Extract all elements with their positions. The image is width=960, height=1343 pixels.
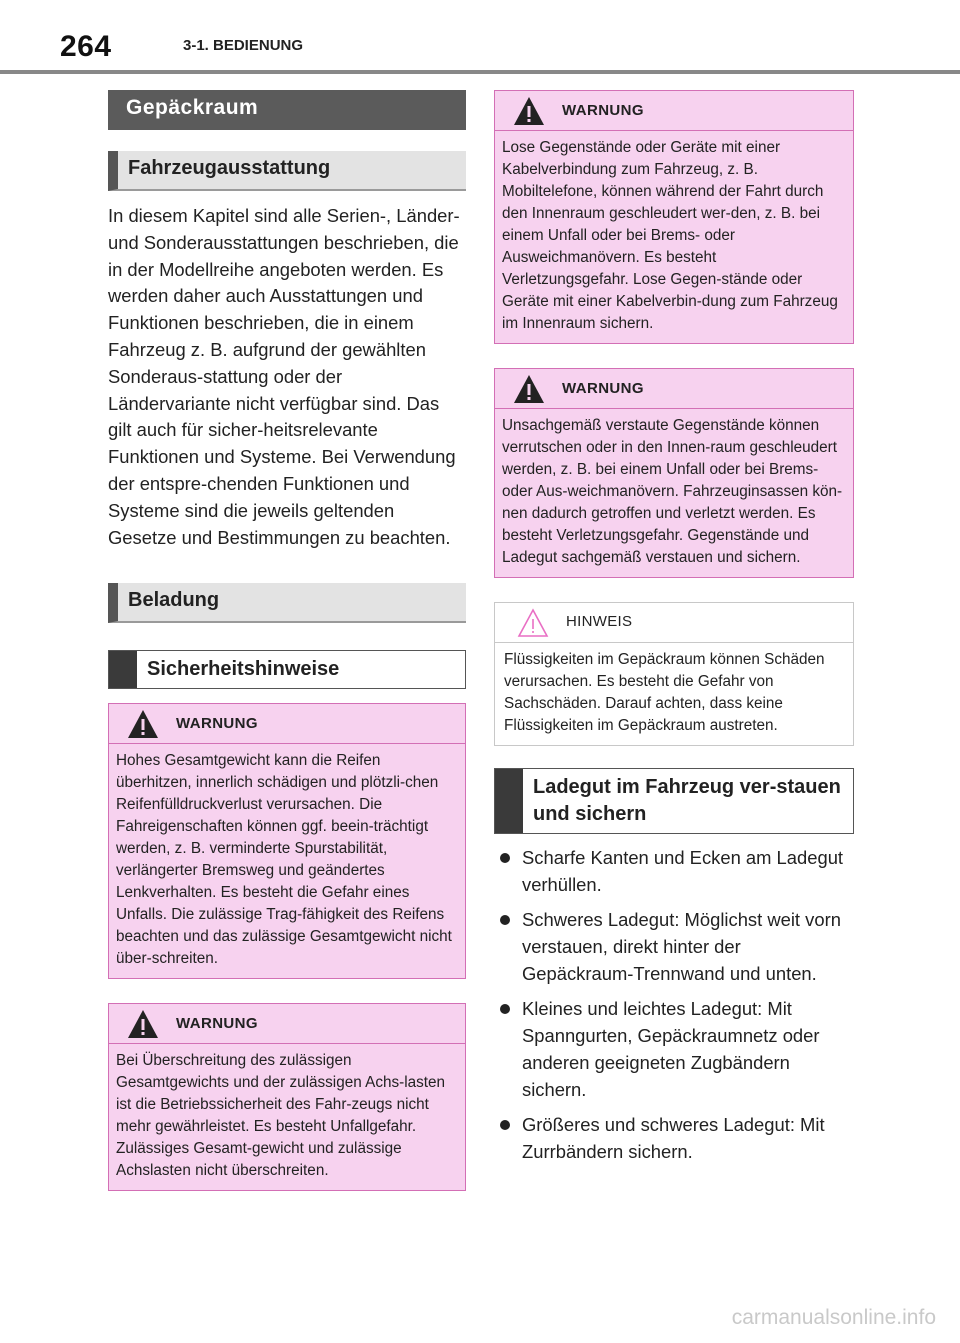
watermark: carmanualsonline.info [731, 1306, 936, 1329]
heading-text: Ladegut im Fahrzeug ver-stauen und sichern [533, 776, 841, 825]
warning-header [495, 369, 853, 409]
bullet-icon [500, 1004, 510, 1014]
warning-box-verstaute-gegenstaende [494, 368, 854, 578]
list-item: Scharfe Kanten und Ecken am Ladegut verhüllen. [494, 844, 854, 898]
subheading-fahrzeugausstattung: Fahrzeugausstattung [108, 151, 466, 191]
warning-triangle-icon [127, 709, 159, 739]
heading-sicherheitshinweise [108, 650, 466, 689]
bullet-icon [500, 915, 510, 925]
warning-text: Hohes Gesamtgewicht kann die Reifen überhitzen, innerlich schädigen und plötzli-chen Reifenfülldruckverlust verursachen. Die Fahreigenschaften können ggf. beein-trächtigt werden, z. B. verminderte Spurstabilität, verlängerter Bremsweg und geändertes Lenkverhalten. Es besteht die Gefahr eines Unfalls. Die zulässige Trag-fähigkeit des Reifens beachten und das zulässige Gesamtgewicht nicht über-schreiten. [116, 752, 452, 968]
intro-paragraph: In diesem Kapitel sind alle Serien-, Länder- und Sonderausstattungen beschrieben, die in der Modellreihe angeboten werden. Es werden daher auch Ausstattungen und Funktionen beschrieben, die in einem Fahrzeug z. B. aufgrund der gewählten Sonderaus-stattung oder der Ländervariante nicht verfügbar sind. Das gilt auch für sicher-heitsrelevante Funktionen und Systeme. Bei Verwendung der entspre-chenden Funktionen und Systeme sind die jeweils geltenden Gesetze und Bestimmungen zu beachten. [108, 205, 460, 548]
list-item: Größeres und schweres Ladegut: Mit Zurrbändern sichern. [494, 1111, 854, 1165]
heading-ladegut [494, 768, 854, 834]
note-text: Flüssigkeiten im Gepäckraum können Schäden verursachen. Es besteht die Gefahr von Sachschäden. Darauf achten, dass keine Flüssigkeiten im Gepäckraum austreten. [504, 651, 825, 734]
left-column [108, 90, 466, 1191]
warning-triangle-icon [513, 96, 545, 126]
warning-header [109, 1004, 465, 1044]
warning-title: WARNUNG [562, 102, 644, 119]
warning-header [495, 91, 853, 131]
bullet-list [494, 844, 854, 1165]
section-heading-gepaeckraum: Gepäckraum [108, 90, 466, 130]
page-number: 264 [60, 30, 112, 63]
warning-triangle-icon [127, 1009, 159, 1039]
warning-title: WARNUNG [176, 715, 258, 733]
warning-title: WARNUNG [562, 380, 644, 397]
heading-bar [109, 651, 137, 688]
heading-text: Sicherheitshinweise [147, 658, 340, 681]
bullet-icon [500, 1120, 510, 1130]
caution-outline-triangle-icon [517, 608, 549, 638]
note-box-fluessigkeiten [494, 602, 854, 746]
right-column [494, 90, 854, 1173]
warning-header [109, 704, 465, 744]
warning-box-lose-gegenstaende [494, 90, 854, 344]
page-header [0, 0, 960, 76]
warning-text: Lose Gegenstände oder Geräte mit einer Kabelverbindung zum Fahrzeug, z. B. Mobiltelefone, können während der Fahrt durch den Innenraum geschleudert wer-den, z. B. bei einem Unfall oder bei Brems- oder Ausweichmanövern. Es besteht Verletzungsgefahr. Lose Gegen-stände oder Geräte mit einer Kabelverbin-dung zum Fahrzeug im Innenraum sichern. [502, 139, 838, 332]
warning-text: Unsachgemäß verstaute Gegenstände können verrutschen oder in den Innen-raum geschleudert werden, z. B. bei einem Unfall oder bei Brems- oder Aus-weichmanövern. Fahrzeuginsassen kön-nen dadurch getroffen und verletzt werden. Es besteht Verletzungsgefahr. Gegenstände und Ladegut sachgemäß verstauen und sichern. [502, 417, 843, 566]
warning-box-gesamtgewicht [108, 703, 466, 979]
warning-title: WARNUNG [176, 1015, 258, 1033]
chapter-title: 3-1. BEDIENUNG [183, 37, 304, 54]
list-item: Kleines und leichtes Ladegut: Mit Spanngurten, Gepäckraumnetz oder anderen geeigneten Zugbändern sichern. [494, 995, 854, 1103]
heading-bar [495, 769, 523, 833]
warning-box-achslasten [108, 1003, 466, 1191]
warning-triangle-icon [513, 374, 545, 404]
warning-text: Bei Überschreitung des zulässigen Gesamtgewichts und der zulässigen Achs-lasten ist die Betriebssicherheit des Fahr-zeugs nicht mehr gewährleistet. Es besteht Unfallgefahr. Zulässiges Gesamt-gewicht und zulässige Achslasten nicht überschreiten. [116, 1052, 446, 1180]
list-item: Schweres Ladegut: Möglichst weit vorn verstauen, direkt hinter der Gepäckraum-Trennwand und unten. [494, 906, 854, 987]
note-title: HINWEIS [566, 613, 633, 630]
note-header [495, 603, 853, 643]
bullet-icon [500, 853, 510, 863]
header-rule [0, 70, 960, 74]
subheading-beladung: Beladung [108, 583, 466, 623]
